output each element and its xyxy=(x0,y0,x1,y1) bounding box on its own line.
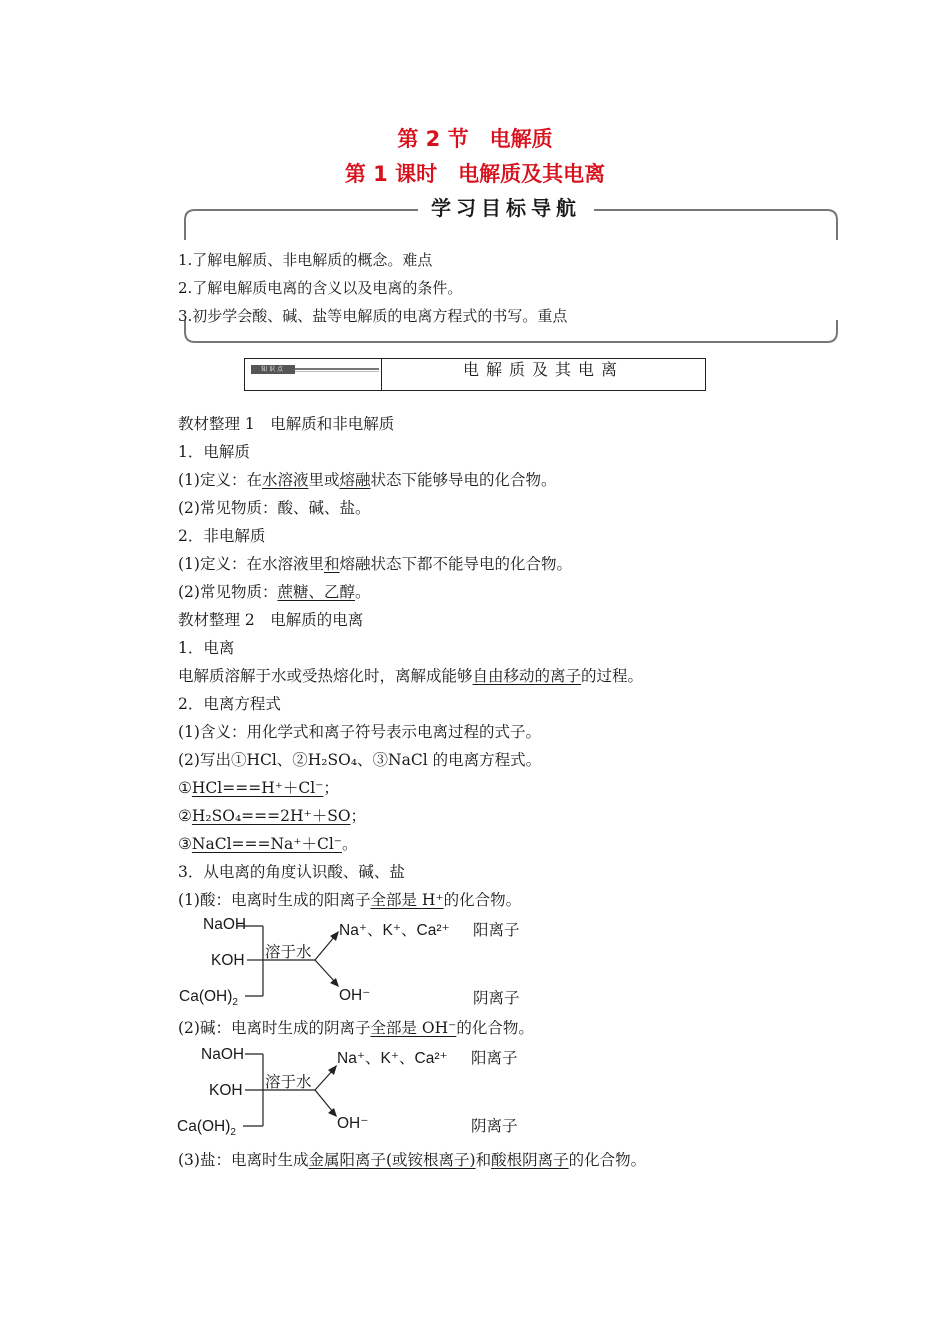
knowledge-point-tag: 知识点 xyxy=(251,365,295,374)
anion-label: 阴离子 xyxy=(473,989,520,1007)
knowledge-point-title: 电解质及其电离 xyxy=(462,360,624,379)
lesson-title: 第 1 课时 电解质及其电离 xyxy=(344,162,606,186)
objective-item-3: 3.初步学会酸、碱、盐等电解质的电离方程式的书写。重点 xyxy=(178,307,568,325)
salt-definition: (3)盐：电离时生成金属阳离子(或铵根离子)和酸根阴离子的化合物。 xyxy=(178,1151,647,1169)
dissolve-label: 溶于水 xyxy=(265,943,312,961)
objective-item-2: 2.了解电解质电离的含义以及电离的条件。 xyxy=(178,279,463,297)
cation-list: Na⁺、K⁺、Ca²⁺ xyxy=(339,922,450,939)
ionization-definition: 电解质溶解于水或受热熔化时，离解成能够自由移动的离子的过程。 xyxy=(178,667,644,685)
equation-hcl: ①HCl===H⁺＋Cl⁻； xyxy=(178,779,339,797)
nonelectrolyte-definition: (1)定义：在水溶液里和熔融状态下都不能导电的化合物。 xyxy=(178,555,572,573)
equation-meaning: (1)含义：用化学式和离子符号表示电离过程的式子。 xyxy=(178,723,541,741)
heading-ionization: 1．电离 xyxy=(178,639,235,657)
reactant-caoh2-2: $Ca(OH)_2$ xyxy=(177,1118,236,1139)
section-heading-1: 教材整理 1 电解质和非电解质 xyxy=(178,415,395,433)
heading-electrolyte: 1．电解质 xyxy=(178,443,250,461)
reactant-naoh: NaOH xyxy=(203,916,247,933)
heading-ionization-equation: 2．电离方程式 xyxy=(178,695,281,713)
objective-item-1: 1.了解电解质、非电解质的概念。难点 xyxy=(178,251,433,269)
reactant-naoh-2: NaOH xyxy=(201,1046,245,1063)
anion-oh: OH⁻ xyxy=(339,987,371,1004)
reactant-caoh2: $Ca(OH)_2$ xyxy=(179,988,238,1009)
nonelectrolyte-examples: (2)常见物质：蔗糖、乙醇。 xyxy=(178,583,371,601)
ionization-diagram-2 xyxy=(175,1042,555,1142)
heading-acid-base-salt: 3．从电离的角度认识酸、碱、盐 xyxy=(178,863,405,881)
knowledge-point-box xyxy=(244,358,706,391)
equation-prompt: (2)写出①HCl、②H₂SO₄、③NaCl 的电离方程式。 xyxy=(178,751,542,769)
objectives-banner-text: 学习目标导航 xyxy=(431,196,581,220)
reactant-koh-2: KOH xyxy=(209,1082,243,1099)
section-heading-2: 教材整理 2 电解质的电离 xyxy=(178,611,364,629)
dissolve-label-2: 溶于水 xyxy=(265,1073,312,1091)
objectives-banner xyxy=(418,193,594,223)
base-definition: (2)碱：电离时生成的阴离子全部是 OH⁻的化合物。 xyxy=(178,1019,534,1037)
cation-list-2: Na⁺、K⁺、Ca²⁺ xyxy=(337,1050,448,1067)
equation-h2so4: ②H₂SO₄===2H⁺＋SO； xyxy=(178,807,367,825)
equation-nacl: ③NaCl===Na⁺＋Cl⁻。 xyxy=(178,835,358,853)
electrolyte-definition: (1)定义：在水溶液里或熔融状态下能够导电的化合物。 xyxy=(178,471,557,489)
cation-label: 阳离子 xyxy=(473,921,520,939)
ionization-diagram-1 xyxy=(175,912,555,1012)
section-title: 第 2 节 电解质 xyxy=(397,127,553,151)
reactant-koh: KOH xyxy=(211,952,245,969)
anion-oh-2: OH⁻ xyxy=(337,1115,369,1132)
electrolyte-examples: (2)常见物质：酸、碱、盐。 xyxy=(178,499,371,517)
anion-label-2: 阴离子 xyxy=(471,1117,518,1135)
cation-label-2: 阳离子 xyxy=(471,1049,518,1067)
heading-nonelectrolyte: 2．非电解质 xyxy=(178,527,266,545)
acid-definition: (1)酸：电离时生成的阳离子全部是 H⁺的化合物。 xyxy=(178,891,522,909)
knowledge-point-badge xyxy=(245,359,382,390)
